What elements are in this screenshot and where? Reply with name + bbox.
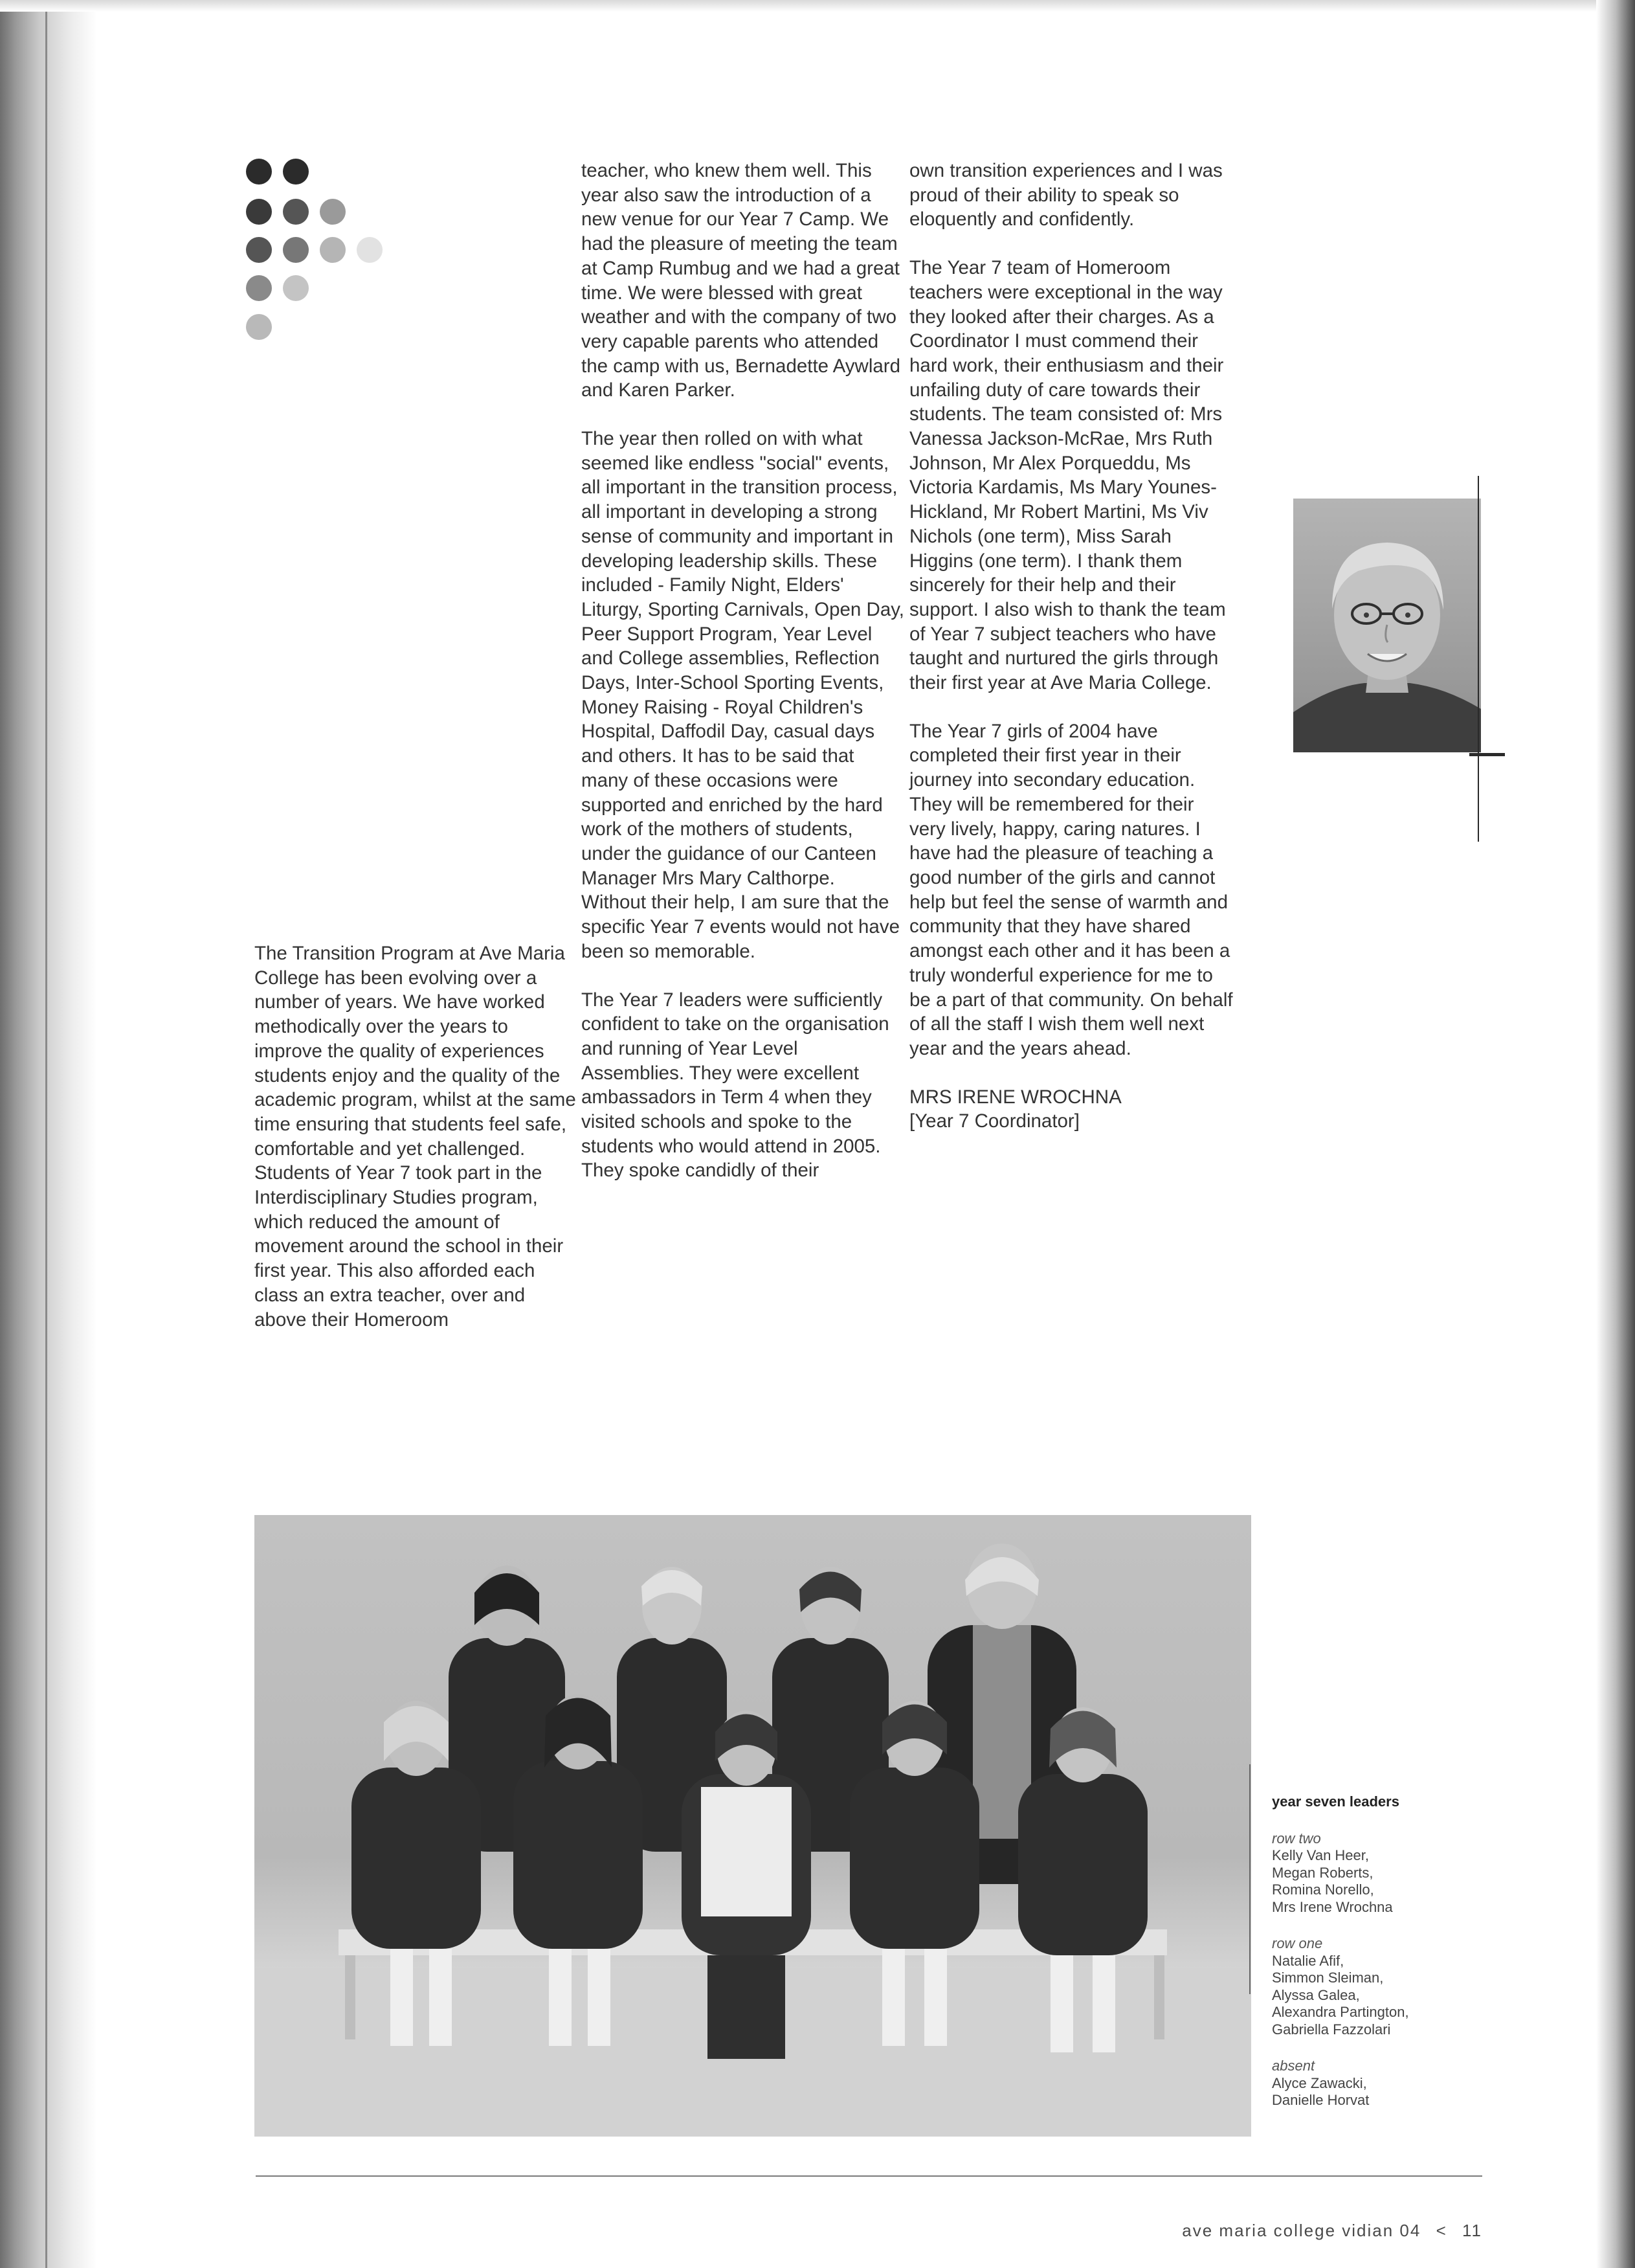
dot-icon [246, 199, 272, 225]
dot-icon [283, 275, 309, 301]
dot-icon [246, 159, 272, 185]
page-top-shade [0, 0, 1635, 12]
photo-caption [1272, 1793, 1485, 2129]
caption-name: Alyce Zawacki, [1272, 2074, 1367, 2091]
footer-separator: < [1436, 2221, 1447, 2240]
page-spine-line [45, 0, 47, 2268]
caption-name: Gabriella Fazzolari [1272, 2021, 1391, 2038]
dot-icon [357, 237, 383, 263]
body-paragraph: The Transition Program at Ave Maria College has been evolving over a number of years. We have worked methodically over the years to improve the quality of experiences students enjoy and the quality of the academic program, whilst at the same time ensuring that students feel safe, comfortable and yet challenged. Students of Year 7 took part in the Interdisciplinary Studies program, which reduced the amount of movement around the school in their first year. This also afforded each class an extra teacher, over and above their Homeroom [254, 943, 576, 1330]
portrait-illustration [1293, 499, 1481, 752]
caption-name: Danielle Horvat [1272, 2092, 1370, 2108]
page-footer [1159, 2221, 1482, 2241]
caption-name: Natalie Afif, [1272, 1952, 1344, 1969]
dot-icon [246, 237, 272, 263]
dot-icon [283, 159, 309, 185]
page-right-edge [1596, 0, 1635, 2268]
body-paragraph: teacher, who knew them well. This year also saw the introduction of a new venue for our Year 7 Camp. We had the pleasure of meeting the team at Camp Rumbug and we had a great time. We were blessed with great weather and with the company of two very capable parents who attended the camp with us, Bernadette Aywlard and Karen Parker. [581, 160, 901, 401]
dot-icon [283, 199, 309, 225]
caption-name: Megan Roberts, [1272, 1864, 1374, 1881]
group-photo-illustration [254, 1515, 1251, 2137]
body-paragraph: own transition experiences and I was proud of their ability to speak so eloquently and confidently. [909, 160, 1223, 230]
caption-group-label: row two [1272, 1830, 1321, 1847]
caption-name: Kelly Van Heer, [1272, 1847, 1370, 1863]
body-paragraph: The year then rolled on with what seemed like endless "social" events, all important in the transition process, all important in developing a strong sense of community and important in developing leadership skills. These included - Family Night, Elders' Liturgy, Sporting Carnivals, Open Day, Peer Support Program, Year Level and College assemblies, Reflection Days, Inter-School Sporting Events, Money Raising - Royal Children's Hospital, Daffodil Day, casual days and others. It has to be said that many of these occasions were supported and enriched by the hard work of the mothers of students, under the guidance of our Canteen Manager Mrs Mary Calthorpe. Without their help, I am sure that the specific Year 7 events would not have been so memorable. [581, 428, 904, 962]
footer-publication: ave maria college vidian 04 [1182, 2221, 1421, 2240]
page-spine-shadow [0, 0, 97, 2268]
caption-group-label: row one [1272, 1935, 1323, 1951]
caption-title: year seven leaders [1272, 1793, 1399, 1810]
caption-name: Mrs Irene Wrochna [1272, 1898, 1393, 1915]
dot-icon [283, 237, 309, 263]
dot-icon [320, 237, 346, 263]
signature-role: [Year 7 Coordinator] [909, 1110, 1080, 1132]
dot-icon [320, 199, 346, 225]
dot-icon [246, 314, 272, 340]
decorative-dot-grid [246, 159, 414, 353]
page-number: 11 [1462, 2221, 1482, 2240]
body-paragraph: The Year 7 team of Homeroom teachers were exceptional in the way they looked after their charges. As a Coordinator I must commend their hard work, their enthusiasm and their unfailing duty of care towards their students. The team consisted of: Mrs Vanessa Jackson-McRae, Mrs Ruth Johnson, Mr Alex Porqueddu, Ms Victoria Kardamis, Ms Mary Younes-Hickland, Mr Robert Martini, Ms Viv Nichols (one term), Miss Sarah Higgins (one term). I thank them sincerely for their help and their support. I also wish to thank the team of Year 7 subject teachers who have taught and nurtured the girls through their first year at Ave Maria College. [909, 257, 1226, 694]
caption-name: Alyssa Galea, [1272, 1986, 1360, 2003]
article-column-2 [581, 159, 905, 1207]
article-column-1 [254, 941, 578, 1356]
caption-group-row-two [1272, 1830, 1485, 1916]
signature-name: MRS IRENE WROCHNA [909, 1086, 1122, 1108]
footer-rule [256, 2175, 1482, 2177]
caption-name: Simmon Sleiman, [1272, 1970, 1384, 1986]
portrait-vertical-rule [1478, 476, 1479, 842]
portrait-horizontal-rule [1469, 753, 1505, 756]
caption-name: Romina Norello, [1272, 1881, 1374, 1898]
dot-icon [246, 275, 272, 301]
caption-name: Alexandra Partington, [1272, 2004, 1409, 2020]
year-seven-leaders-group-photo [254, 1515, 1251, 2137]
caption-divider-rule [1249, 1764, 1251, 1994]
article-column-3 [909, 159, 1233, 1134]
caption-group-absent [1272, 2058, 1485, 2109]
caption-group-row-one [1272, 1935, 1485, 2038]
coordinator-portrait-photo [1293, 499, 1481, 752]
caption-group-label: absent [1272, 2058, 1315, 2074]
body-paragraph: The Year 7 leaders were sufficiently confident to take on the organisation and running of Year Level Assemblies. They were excellent ambassadors in Term 4 when they visited schools and spoke to the students who would attend in 2005. They spoke candidly of their [581, 989, 889, 1182]
body-paragraph: The Year 7 girls of 2004 have completed their first year in their journey into secondary education. They will be remembered for their very lively, happy, caring natures. I have had the pleasure of teaching a good number of the girls and cannot help but feel the sense of warmth and community that they have shared amongst each other and it has been a truly wonderful experience for me to be a part of that community. On behalf of all the staff I wish them well next year and the years ahead. [909, 720, 1233, 1059]
